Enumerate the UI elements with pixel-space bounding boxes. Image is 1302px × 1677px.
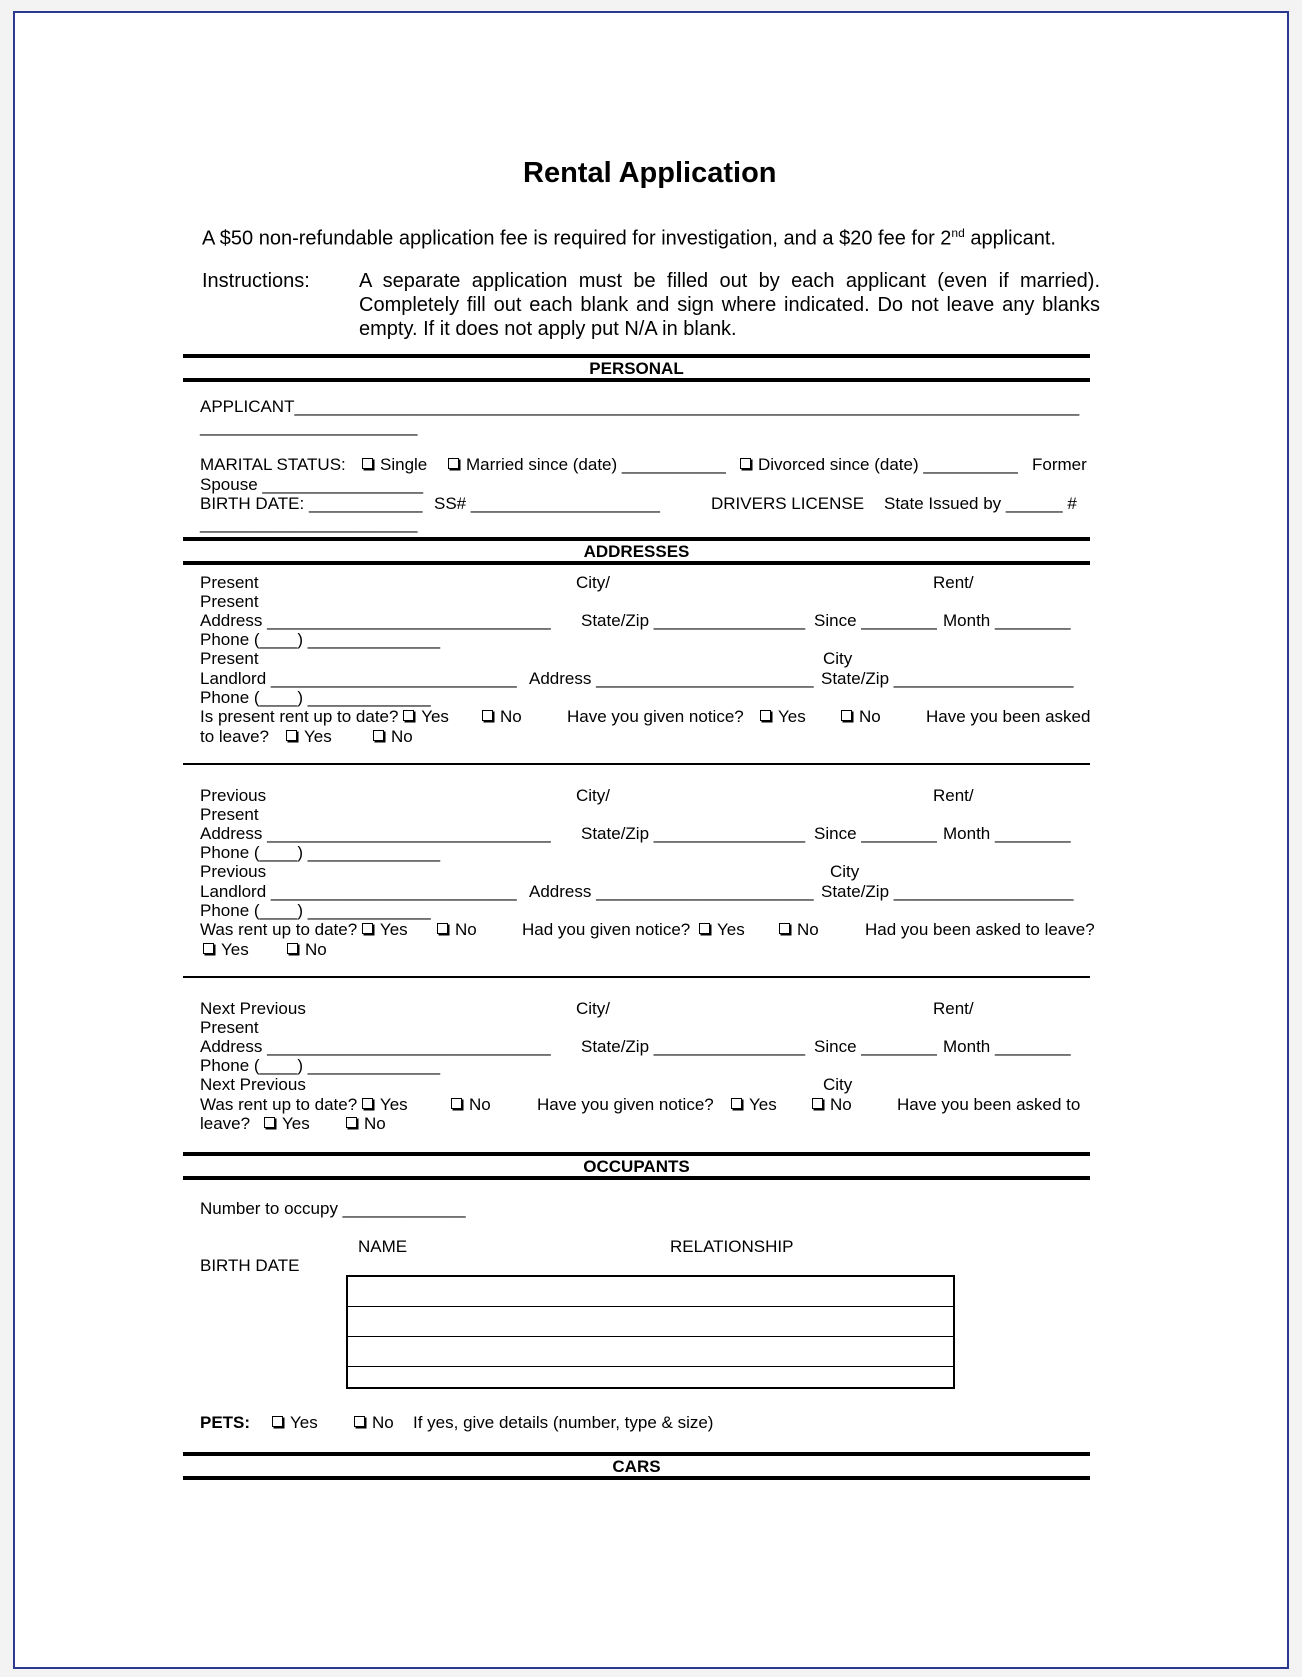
yes-option[interactable]: Yes: [286, 727, 332, 746]
checkbox-icon[interactable]: [740, 458, 751, 469]
asked-question: Have you been asked to: [897, 1095, 1081, 1114]
next-previous-address-field[interactable]: Address ______________________________: [200, 1037, 551, 1056]
section-rule: [183, 354, 1090, 358]
table-row[interactable]: [347, 1276, 954, 1307]
previous-rent-question: Was rent up to date? Yes: [200, 920, 408, 939]
present-landlord-address-field[interactable]: Address _______________________: [529, 669, 814, 688]
license-number-field[interactable]: _______________________: [200, 514, 418, 533]
drivers-license-label: DRIVERS LICENSE: [711, 494, 865, 513]
divider: [183, 763, 1090, 765]
table-row[interactable]: [347, 1337, 954, 1367]
city-label: City/: [576, 999, 610, 1018]
no-option[interactable]: No: [482, 707, 522, 726]
present-since-field[interactable]: Since ________: [814, 611, 937, 630]
previous-landlord-phone-field[interactable]: Phone (____) _____________: [200, 901, 431, 920]
marital-status-label: MARITAL STATUS:: [200, 455, 346, 474]
next-previous-rent-question: Was rent up to date? Yes: [200, 1095, 408, 1114]
next-previous-phone-field[interactable]: Phone (____) ______________: [200, 1056, 441, 1075]
personal-header: PERSONAL: [589, 359, 684, 378]
city-label: City/: [576, 786, 610, 805]
birth-date-field[interactable]: BIRTH DATE: ____________: [200, 494, 423, 513]
ss-field[interactable]: SS# ____________________: [434, 494, 660, 513]
previous-landlord-address-field[interactable]: Address _______________________: [529, 882, 814, 901]
no-option[interactable]: No: [451, 1095, 491, 1114]
previous-state-zip-field[interactable]: State/Zip ________________: [581, 824, 806, 843]
previous-landlord-state-zip-field[interactable]: State/Zip ___________________: [821, 882, 1074, 901]
notice-question: Have you given notice?: [567, 707, 744, 726]
checkbox-icon[interactable]: [731, 1098, 742, 1109]
previous-address-field[interactable]: Address ______________________________: [200, 824, 551, 843]
no-option[interactable]: No: [346, 1114, 386, 1133]
checkbox-icon[interactable]: [203, 943, 214, 954]
checkbox-icon[interactable]: [362, 1098, 373, 1109]
yes-option[interactable]: Yes: [264, 1114, 310, 1133]
section-rule: [183, 1452, 1090, 1456]
table-cell[interactable]: [347, 1276, 954, 1307]
rent-label: Rent/: [933, 999, 974, 1018]
table-cell[interactable]: [347, 1337, 954, 1367]
previous-landlord-field[interactable]: Landlord __________________________: [200, 882, 517, 901]
present-phone-field[interactable]: Phone (____) ______________: [200, 630, 441, 649]
present-rent-question: Is present rent up to date? Yes: [200, 707, 449, 726]
present-address-field[interactable]: Address ______________________________: [200, 611, 551, 630]
leave-label: to leave?: [200, 727, 269, 746]
yes-option[interactable]: Yes: [731, 1095, 777, 1114]
present-landlord-state-zip-field[interactable]: State/Zip ___________________: [821, 669, 1074, 688]
next-previous-rent-month-field[interactable]: Month ________: [943, 1037, 1071, 1056]
section-rule: [183, 1152, 1090, 1156]
former-label: Former: [1032, 455, 1087, 474]
previous-landlord-label: Previous: [200, 862, 267, 881]
table-cell[interactable]: [347, 1307, 954, 1337]
present-label: Present: [200, 573, 259, 592]
checkbox-icon[interactable]: [448, 458, 459, 469]
relationship-column-header: RELATIONSHIP: [670, 1237, 794, 1256]
present-landlord-label: Present: [200, 649, 259, 668]
rent-label: Rent/: [933, 786, 974, 805]
table-row[interactable]: [347, 1307, 954, 1337]
pets-no-option[interactable]: No: [354, 1413, 394, 1432]
present-rent-month-field[interactable]: Month ________: [943, 611, 1071, 630]
marital-married-option[interactable]: Married since (date) ___________: [448, 455, 726, 474]
next-previous-landlord-label: Next Previous: [200, 1075, 306, 1094]
pets-details-label: If yes, give details (number, type & size): [413, 1413, 714, 1432]
previous-rent-month-field[interactable]: Month ________: [943, 824, 1071, 843]
no-option[interactable]: No: [437, 920, 477, 939]
checkbox-icon[interactable]: [437, 923, 448, 934]
divider: [183, 976, 1090, 978]
state-issued-field[interactable]: State Issued by ______ #: [884, 494, 1077, 513]
name-column-header: NAME: [358, 1237, 408, 1256]
asked-question: Had you been asked to leave?: [865, 920, 1095, 939]
yes-option[interactable]: Yes: [203, 940, 249, 959]
checkbox-icon[interactable]: [812, 1098, 823, 1109]
leave-label: leave?: [200, 1114, 251, 1133]
asked-question: Have you been asked: [926, 707, 1091, 726]
applicant-field[interactable]: APPLICANT___________________________________________________________________________________: [200, 397, 1080, 416]
birth-date-column-header: BIRTH DATE: [200, 1256, 300, 1275]
checkbox-icon[interactable]: [451, 1098, 462, 1109]
checkbox-icon[interactable]: [699, 923, 710, 934]
present-landlord-field[interactable]: Landlord __________________________: [200, 669, 517, 688]
previous-since-field[interactable]: Since ________: [814, 824, 937, 843]
present-label: Present: [200, 592, 259, 611]
checkbox-icon[interactable]: [287, 943, 298, 954]
checkbox-icon[interactable]: [373, 730, 384, 741]
instructions-label: Instructions:: [202, 270, 310, 292]
checkbox-icon[interactable]: [264, 1117, 275, 1128]
next-previous-state-zip-field[interactable]: State/Zip ________________: [581, 1037, 806, 1056]
checkbox-icon[interactable]: [354, 1416, 365, 1427]
previous-label: Previous: [200, 786, 267, 805]
addresses-header: ADDRESSES: [583, 542, 690, 561]
page-title: Rental Application: [523, 157, 777, 189]
pets-yes-option[interactable]: Yes: [272, 1413, 318, 1432]
yes-option[interactable]: Yes: [699, 920, 745, 939]
checkbox-icon[interactable]: [362, 458, 373, 469]
no-option[interactable]: No: [812, 1095, 852, 1114]
checkbox-icon[interactable]: [362, 923, 373, 934]
section-rule: [183, 378, 1090, 382]
checkbox-icon[interactable]: [841, 710, 852, 721]
no-option[interactable]: No: [373, 727, 413, 746]
checkbox-icon[interactable]: [403, 710, 414, 721]
yes-option[interactable]: Yes: [760, 707, 806, 726]
checkbox-icon[interactable]: [272, 1416, 283, 1427]
pets-label: PETS:: [200, 1413, 251, 1432]
section-rule: [183, 1176, 1090, 1180]
present-label: Present: [200, 1018, 259, 1037]
cars-header: CARS: [612, 1457, 661, 1476]
checkbox-icon[interactable]: [286, 730, 297, 741]
no-option[interactable]: No: [779, 920, 819, 939]
marital-single-option[interactable]: Single: [362, 455, 427, 474]
table-row[interactable]: [347, 1367, 954, 1389]
section-rule: [183, 537, 1090, 541]
checkbox-icon[interactable]: [346, 1117, 357, 1128]
no-option[interactable]: No: [841, 707, 881, 726]
section-rule: [183, 1476, 1090, 1480]
present-landlord-phone-field[interactable]: Phone (____) _____________: [200, 688, 431, 707]
notice-question: Have you given notice?: [537, 1095, 714, 1114]
instructions-text: A separate application must be filled out by each applicant (even if married). Completely fill out each blank and sign where indicated. Do not leave any blanks empty. If it does not apply put N/A in blank.: [359, 270, 1100, 340]
spouse-field[interactable]: Spouse _________________: [200, 475, 424, 494]
no-option[interactable]: No: [287, 940, 327, 959]
number-to-occupy-field[interactable]: Number to occupy _____________: [200, 1199, 466, 1218]
applicant-field-cont[interactable]: _______________________: [200, 417, 418, 436]
rent-label: Rent/: [933, 573, 974, 592]
present-state-zip-field[interactable]: State/Zip ________________: [581, 611, 806, 630]
city-label: City: [823, 1075, 853, 1094]
section-rule: [183, 561, 1090, 565]
next-previous-since-field[interactable]: Since ________: [814, 1037, 937, 1056]
marital-divorced-option[interactable]: Divorced since (date) __________: [740, 455, 1018, 474]
previous-phone-field[interactable]: Phone (____) ______________: [200, 843, 441, 862]
city-label: City: [823, 649, 853, 668]
checkbox-icon[interactable]: [760, 710, 771, 721]
city-label: City: [830, 862, 860, 881]
present-label: Present: [200, 805, 259, 824]
occupants-table: [346, 1275, 955, 1389]
city-label: City/: [576, 573, 610, 592]
occupants-header: OCCUPANTS: [583, 1157, 690, 1176]
next-previous-label: Next Previous: [200, 999, 306, 1018]
notice-question: Had you given notice?: [522, 920, 691, 939]
fee-notice: A $50 non-refundable application fee is required for investigation, and a $20 fee for 2nd applicant.: [202, 226, 1056, 250]
checkbox-icon[interactable]: [482, 710, 493, 721]
checkbox-icon[interactable]: [779, 923, 790, 934]
table-cell[interactable]: [347, 1367, 954, 1389]
